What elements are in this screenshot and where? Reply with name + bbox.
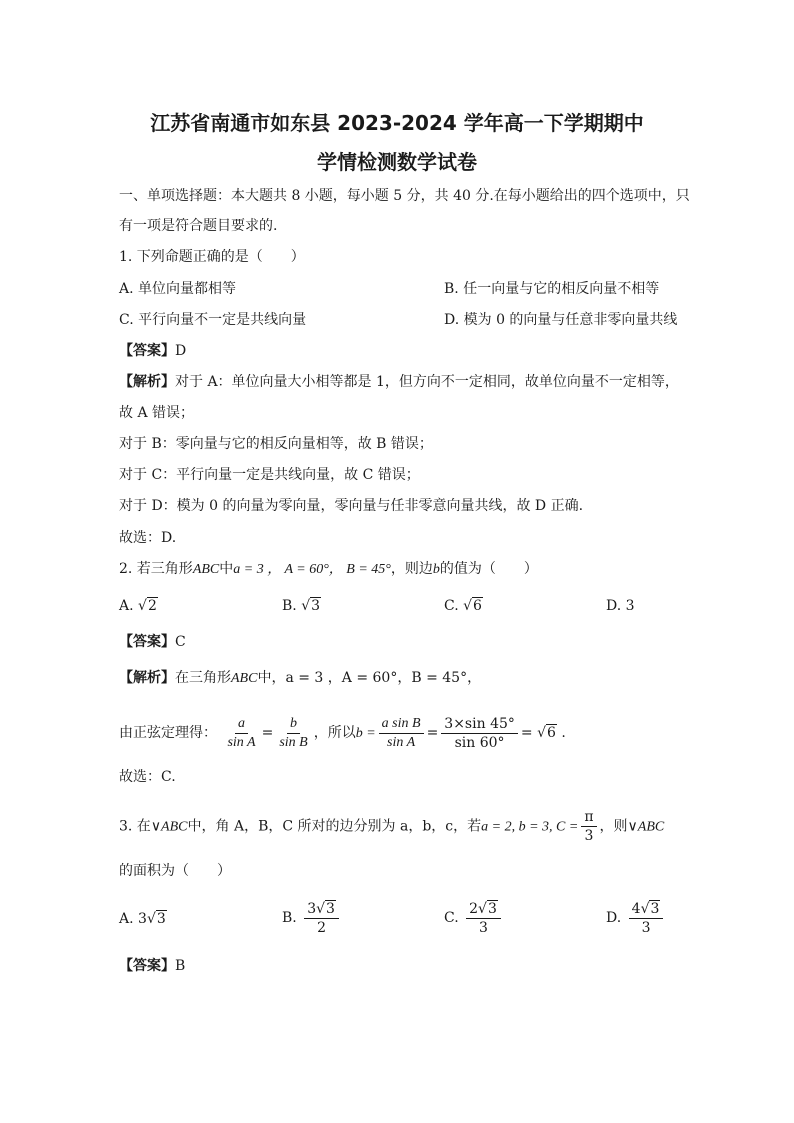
frac-den: 3 xyxy=(479,919,488,936)
section-heading-line-1: 一、单项选择题：本大题共 8 小题，每小题 5 分，共 40 分.在每小题给出的四个选项中，只 xyxy=(119,188,690,204)
frac-den: 3 xyxy=(584,828,594,844)
q3-option-b xyxy=(282,898,342,938)
fraction-b-over-sinB xyxy=(276,715,310,752)
frac-den: sin B xyxy=(279,734,308,750)
q3-option-a-radicand: 3 xyxy=(156,911,166,927)
q3-stem-line-1 xyxy=(119,808,664,848)
q3-option-c xyxy=(444,898,504,938)
q1-option-c: C. 平行向量不一定是共线向量 xyxy=(119,312,307,328)
q2-stem-prefix: 2. 若三角形 xyxy=(119,561,193,577)
radicand: 3 xyxy=(650,900,660,917)
q3-option-a-label: A. xyxy=(119,911,134,927)
frac-den: 2 xyxy=(317,919,327,936)
q1-answer xyxy=(119,341,186,361)
coef: 2 xyxy=(469,900,479,917)
law-label: 由正弦定理得： xyxy=(119,725,217,741)
analysis-rest: 中，a = 3 ，A = 60°，B = 45°， xyxy=(257,670,482,686)
fraction-asinB-over-sinA xyxy=(379,715,424,752)
q2-option-c-radicand: 6 xyxy=(473,598,482,614)
q2-option-a-radicand: 2 xyxy=(147,598,157,614)
q3-option-a-coef: 3 xyxy=(138,911,147,927)
analysis-label: 【解析】 xyxy=(119,670,175,686)
q3-conditions: a = 2, b = 3, C = xyxy=(481,819,579,835)
fraction-pi-over-3 xyxy=(581,808,596,845)
q2-stem-end: 的值为（ ） xyxy=(439,561,538,577)
q3-option-c-fraction xyxy=(466,900,501,937)
sqrt-icon: √6 xyxy=(537,725,556,741)
q3-option-b-label: B. xyxy=(282,910,297,926)
frac-num: π xyxy=(581,808,596,827)
q2-stem-suffix: ，则边 xyxy=(390,561,433,577)
q2-answer xyxy=(119,632,186,652)
frac-den: sin A xyxy=(387,734,416,750)
q2-option-c-label: C. xyxy=(444,598,459,614)
answer-value: B xyxy=(175,958,186,974)
q3-option-c-label: C. xyxy=(444,910,459,926)
analysis-triangle: ABC xyxy=(231,671,258,686)
sqrt-icon: √2 xyxy=(138,598,157,614)
q2-stem xyxy=(119,559,538,580)
q3-stem-line-2: 的面积为（ ） xyxy=(119,863,231,879)
sqrt-icon: √3 xyxy=(146,911,166,927)
b-equals: b = xyxy=(355,726,376,741)
q2-conclusion: 故选：C. xyxy=(119,769,176,785)
q1-conclusion: 故选：D. xyxy=(119,530,177,546)
q2-option-b-label: B. xyxy=(282,598,297,614)
q1-analysis-line-3: 对于 B：零向量与它的相反向量相等，故 B 错误； xyxy=(119,436,433,452)
so-label: ，所以 xyxy=(313,725,356,741)
section-heading-line-2: 有一项是符合题目要求的. xyxy=(119,218,278,234)
radicand: 3 xyxy=(326,900,335,917)
analysis-text: 对于 A：单位向量大小相等都是 1，但方向不一定相同，故单位向量不一定相等， xyxy=(175,374,679,390)
q3-option-d xyxy=(606,898,666,938)
q1-stem: 1. 下列命题正确的是（ ） xyxy=(119,249,305,265)
q2-law-of-sines: 由正弦定理得： $\frac{a}{\text{sin A}}$ = $\frac{b}{\text{sin B}}$ ，所以b = $\frac{\text{a sin B}}{\text{sin A}}$ = $\frac{3\times\sin 45^\circ}{\sin 60^\circ}$ = √6 . xyxy=(119,710,566,756)
q2-option-c xyxy=(444,596,483,616)
q2-analysis-line-1 xyxy=(119,668,481,689)
q1-analysis-line-4: 对于 C：平行向量一定是共线向量，故 C 错误； xyxy=(119,467,420,483)
q2-stem-mid: 中 xyxy=(219,561,234,577)
answer-value: D xyxy=(175,343,187,359)
q1-analysis-line-1 xyxy=(119,372,679,392)
frac-den: 3 xyxy=(641,919,651,936)
sqrt-icon: √3 xyxy=(478,900,497,917)
q2-option-b xyxy=(282,596,321,616)
q3-stem-then: ，则 xyxy=(599,818,628,835)
fraction-numeric xyxy=(441,715,518,752)
title-line-1: 江苏省南通市如东县 2023-2024 学年高一下学期期中 xyxy=(150,111,644,135)
q2-option-b-radicand: 3 xyxy=(311,598,321,614)
sqrt-icon: √3 xyxy=(301,598,321,614)
q1-analysis-line-5: 对于 D：模为 0 的向量为零向量，零向量与任非零意向量共线，故 D 正确. xyxy=(119,498,584,514)
frac-den: sin 60° xyxy=(454,734,505,751)
analysis-prefix: 在三角形 xyxy=(175,670,231,686)
answer-label: 【答案】 xyxy=(119,634,175,650)
frac-num xyxy=(629,900,664,919)
q3-option-d-fraction xyxy=(629,900,664,937)
title-line-2: 学情检测数学试卷 xyxy=(317,150,477,174)
answer-value: C xyxy=(175,634,186,650)
sqrt-icon: √3 xyxy=(316,900,335,917)
fraction-a-over-sinA xyxy=(224,715,258,752)
frac-num: b xyxy=(287,715,300,734)
q3-stem-prefix: 3. 在 xyxy=(119,818,151,835)
analysis-label: 【解析】 xyxy=(119,374,175,390)
sqrt-icon: √3 xyxy=(640,900,660,917)
answer-label: 【答案】 xyxy=(119,343,175,359)
frac-num: a xyxy=(235,715,248,734)
q3-answer xyxy=(119,956,185,976)
q3-option-b-fraction xyxy=(304,900,339,937)
q3-triangle-2: ∨ABC xyxy=(627,819,665,835)
q2-stem-conditions: a = 3 ， A = 60°， B = 45° xyxy=(233,562,391,577)
q3-stem-mid: 中，角 A，B，C 所对的边分别为 a，b，c，若 xyxy=(187,818,482,835)
q2-stem-triangle: ABC xyxy=(192,562,220,577)
answer-label: 【答案】 xyxy=(119,958,175,974)
frac-num: a sin B xyxy=(379,715,424,734)
q3-triangle: ∨ABC xyxy=(150,819,188,835)
coef: 3 xyxy=(307,900,317,917)
sqrt-icon: √6 xyxy=(463,598,482,614)
result-radicand: 6 xyxy=(547,725,556,741)
q3-option-a xyxy=(119,909,167,929)
q2-stem-var: b xyxy=(432,562,440,577)
coef: 4 xyxy=(631,900,641,917)
q1-option-b: B. 任一向量与它的相反向量不相等 xyxy=(444,281,660,297)
frac-num: 3×sin 45° xyxy=(441,715,518,734)
q1-analysis-line-2: 故 A 错误； xyxy=(119,405,195,421)
radicand: 3 xyxy=(487,900,497,917)
q2-option-d: D. 3 xyxy=(606,598,635,614)
q2-option-a xyxy=(119,596,158,616)
q2-option-a-label: A. xyxy=(119,598,134,614)
frac-num xyxy=(304,900,339,919)
q1-option-d: D. 模为 0 的向量与任意非零向量共线 xyxy=(444,312,678,328)
frac-den: sin A xyxy=(227,734,256,750)
q1-option-a: A. 单位向量都相等 xyxy=(119,281,237,297)
frac-num xyxy=(466,900,501,919)
q3-option-d-label: D. xyxy=(606,910,622,926)
